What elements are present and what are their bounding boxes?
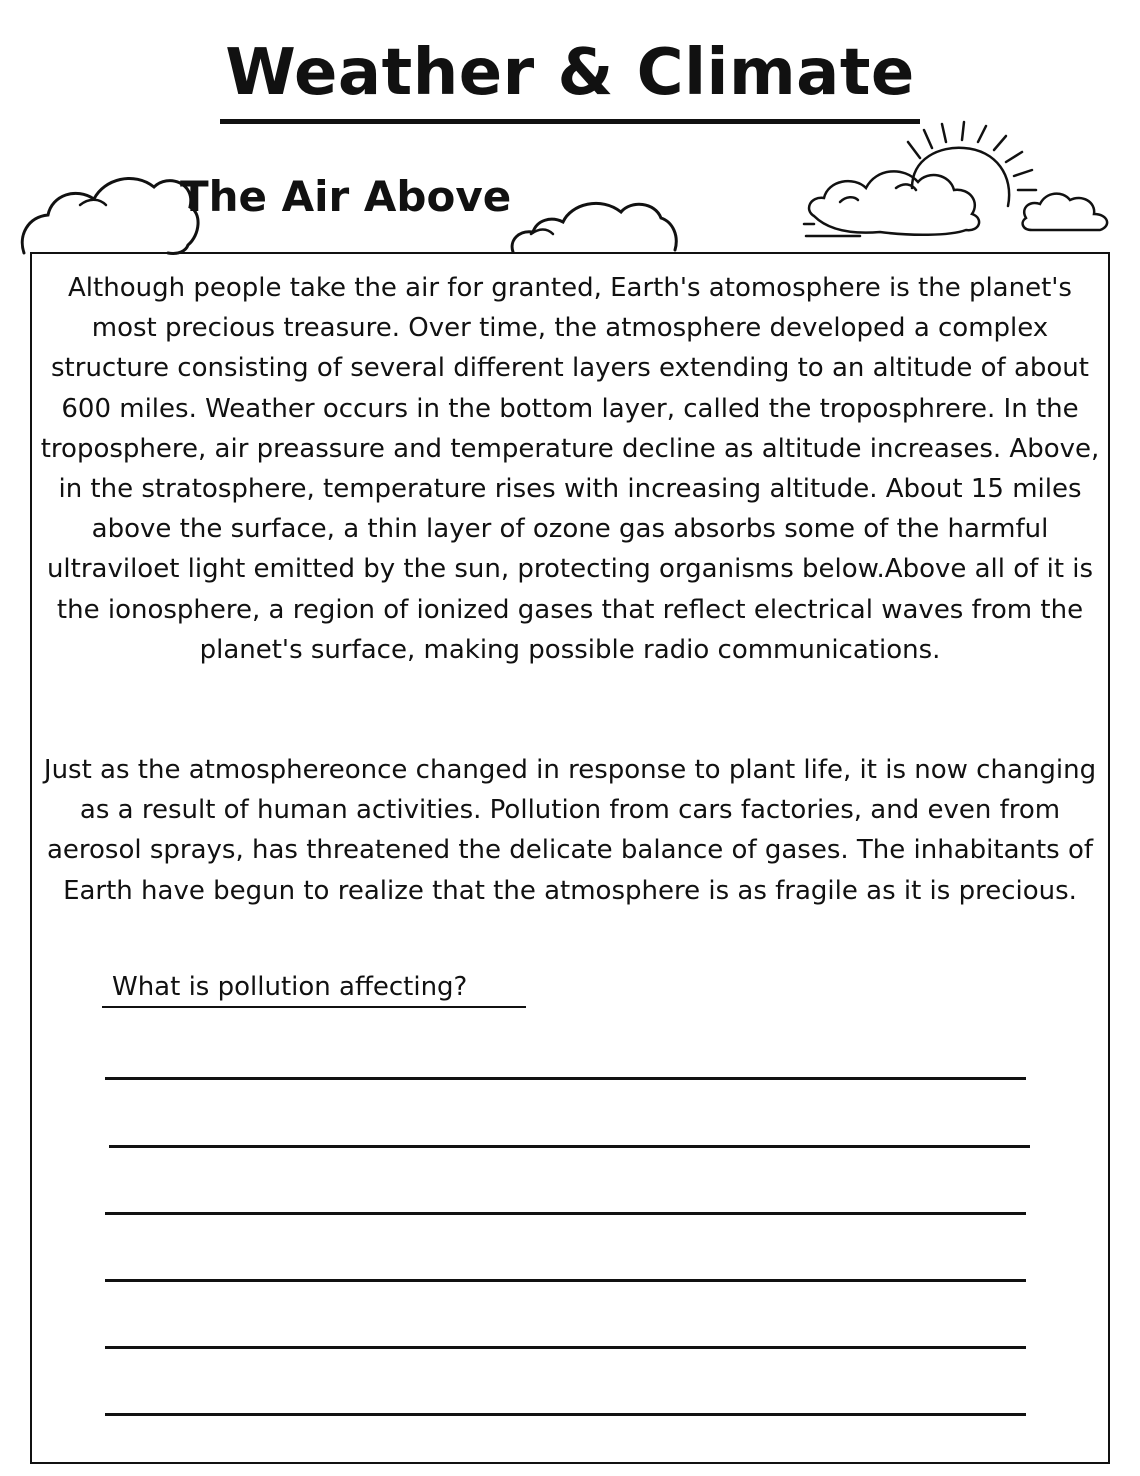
answer-line[interactable] — [105, 1346, 1026, 1349]
question-underline — [102, 1006, 526, 1008]
answer-line[interactable] — [105, 1279, 1026, 1282]
middle-cloud-icon — [505, 190, 685, 260]
answer-line[interactable] — [105, 1413, 1026, 1416]
answer-line[interactable] — [105, 1212, 1026, 1215]
page-title: Weather & Climate — [225, 36, 915, 110]
passage-paragraph: Although people take the air for granted, Earth's atomosphere is the planet's most precious treasure. Over time, the atmosphere developed a complex structure consisting of several different layers extending to an altitude of about 600 miles. Weather occurs in the bottom layer, called the troposphrere. In the troposphere, air preassure and temperature decline as altitude increases. Above, in the stratosphere, temperature rises with increasing altitude. About 15 miles above the surface, a thin layer of ozone gas absorbs some of the harmful ultraviloet light emitted by the sun, protecting organisms below.Above all of it is the ionosphere, a region of ionized gases that reflect electrical waves from the planet's surface, making possible radio communications. — [40, 273, 1100, 665]
passage-paragraph: Just as the atmosphereonce changed in response to plant life, it is now changing as a result of human activities. Pollution from cars factories, and even from aerosol sprays, has threatened the delicate balance of gases. The inhabitants of Earth have begun to realize that the atmosphere is as fragile as it is precious. — [43, 755, 1097, 906]
question-prompt: What is pollution affecting? — [112, 972, 468, 1002]
answer-line[interactable] — [109, 1145, 1030, 1148]
left-cloud-icon — [18, 165, 198, 260]
section-subtitle: The Air Above — [180, 172, 512, 221]
sun-behind-cloud-icon — [800, 118, 1120, 248]
answer-line[interactable] — [105, 1077, 1026, 1080]
